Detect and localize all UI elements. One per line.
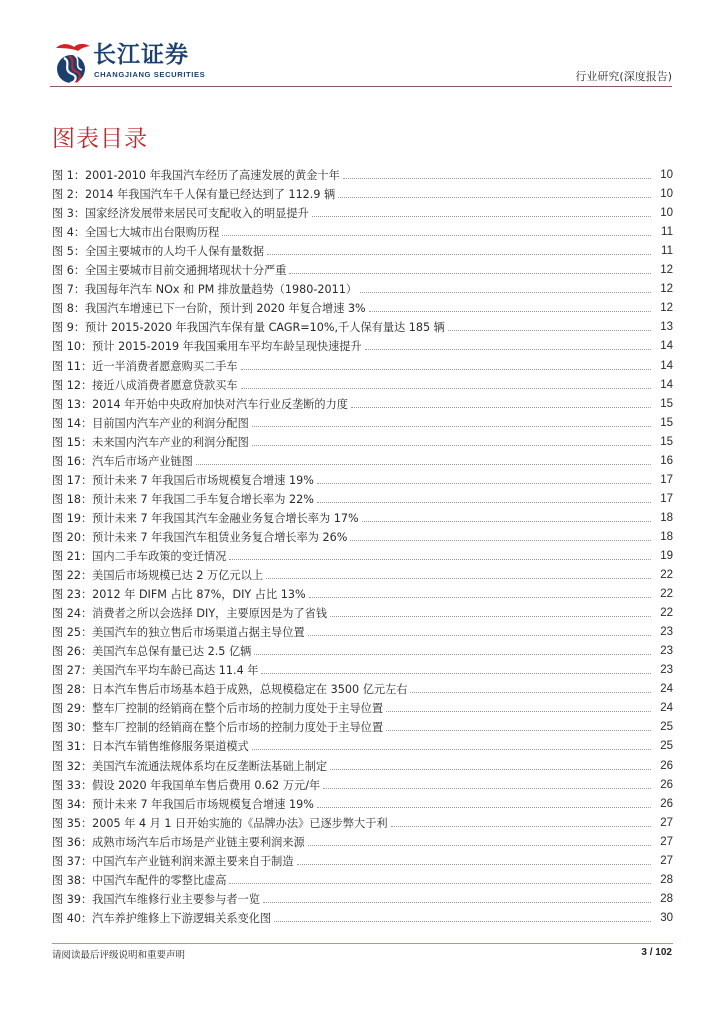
toc-entry-page-number[interactable]: 23	[660, 626, 673, 639]
dot-leader	[360, 291, 651, 293]
toc-entry[interactable]	[52, 907, 673, 926]
dot-leader	[351, 406, 651, 408]
toc-entry-label[interactable]: 图 30：整车厂控制的经销商在整个后市场的控制力度处于主导位置	[52, 721, 384, 735]
toc-entry-label[interactable]: 图 19：预计未来 7 年我国其汽车金融业务复合增长率为 17%	[52, 511, 359, 525]
toc-entry-page-number[interactable]: 24	[660, 702, 673, 715]
dot-leader	[309, 596, 651, 598]
toc-entry-label[interactable]: 图 29：整车厂控制的经销商在整个后市场的控制力度处于主导位置	[52, 702, 384, 716]
toc-entry-label[interactable]: 图 20：预计未来 7 年我国汽车租赁业务复合增长率为 26%	[52, 530, 348, 544]
toc-entry-label[interactable]: 图 26：美国汽车总保有量已达 2.5 亿辆	[52, 645, 252, 659]
toc-entry-page-number[interactable]: 26	[660, 759, 673, 772]
toc-entry-page-number[interactable]: 15	[660, 416, 673, 429]
toc-entry[interactable]	[52, 583, 673, 602]
toc-entry[interactable]	[52, 812, 673, 831]
toc-entry-label[interactable]: 图 10：预计 2015-2019 年我国乘用车平均车龄呈现快速提升	[52, 340, 362, 354]
dot-leader	[362, 520, 651, 522]
toc-entry-label[interactable]: 图 7：我国每年汽车 NOx 和 PM 排放量趋势（1980-2011）	[52, 283, 358, 297]
toc-entry-page-number[interactable]: 14	[660, 378, 673, 391]
toc-entry-label[interactable]: 图 36：成熟市场汽车后市场是产业链主要利润来源	[52, 835, 305, 849]
toc-entry-label[interactable]: 图 23：2012 年 DIFM 占比 87%，DIY 占比 13%	[52, 588, 306, 602]
page-header	[50, 38, 672, 88]
toc-entry-page-number[interactable]: 22	[660, 569, 673, 582]
dot-leader	[254, 653, 651, 655]
toc-entry-label[interactable]: 图 9：预计 2015-2020 年我国汽车保有量 CAGR=10%,千人保有量达 185 辆	[52, 321, 445, 335]
toc-entry-page-number[interactable]: 26	[660, 797, 673, 810]
dot-leader	[229, 558, 651, 560]
toc-entry-label[interactable]: 图 38：中国汽车配件的零整比虚高	[52, 873, 227, 887]
dot-leader	[350, 539, 651, 541]
toc-entry[interactable]	[52, 374, 673, 393]
toc-entry[interactable]	[52, 678, 673, 697]
logo-chinese-name: 长江证券	[93, 41, 189, 68]
toc-entry-label[interactable]: 图 35：2005 年 4 月 1 日开始实施的《品牌办法》已逐步弊大于利	[52, 816, 388, 830]
dot-leader	[330, 615, 651, 617]
dot-leader	[252, 444, 651, 446]
dot-leader	[297, 863, 651, 865]
toc-entry-page-number[interactable]: 14	[660, 359, 673, 372]
toc-entry[interactable]	[52, 240, 673, 259]
dot-leader	[289, 272, 651, 274]
toc-entry-page-number[interactable]: 22	[660, 588, 673, 601]
toc-entry[interactable]	[52, 393, 673, 412]
toc-entry[interactable]	[52, 602, 673, 621]
toc-entry-page-number[interactable]: 24	[660, 683, 673, 696]
toc-entry[interactable]	[52, 164, 673, 183]
toc-entry[interactable]	[52, 431, 673, 450]
toc-entry-page-number[interactable]: 16	[660, 454, 673, 467]
toc-entry[interactable]	[52, 488, 673, 507]
toc-entry[interactable]	[52, 221, 673, 240]
dot-leader	[196, 463, 651, 465]
toc-entry-page-number[interactable]: 14	[660, 340, 673, 353]
toc-entry-label[interactable]: 图 33：假设 2020 年我国单车售后费用 0.62 万元/年	[52, 778, 321, 792]
toc-entry-page-number[interactable]: 22	[660, 607, 673, 620]
toc-entry-page-number[interactable]: 15	[660, 435, 673, 448]
toc-entry[interactable]	[52, 545, 673, 564]
toc-entry[interactable]	[52, 564, 673, 583]
dot-leader	[241, 387, 651, 389]
dot-leader	[391, 825, 651, 827]
toc-entry[interactable]	[52, 640, 673, 659]
dot-leader	[317, 806, 651, 808]
toc-entry-page-number[interactable]: 28	[660, 873, 673, 886]
toc-entry-label[interactable]: 图 16：汽车后市场产业链图	[52, 454, 193, 468]
toc-entry-page-number[interactable]: 25	[660, 721, 673, 734]
dot-leader	[330, 768, 651, 770]
disclaimer-note: 请阅读最后评级说明和重要声明	[52, 950, 186, 961]
dot-leader	[312, 215, 651, 217]
toc-entry-page-number[interactable]: 12	[660, 264, 673, 277]
dot-leader	[369, 310, 651, 312]
toc-entry-label[interactable]: 图 22：美国后市场规模已达 2 万亿元以上	[52, 569, 264, 583]
toc-entry-label[interactable]: 图 13：2014 年开始中央政府加快对汽车行业反垄断的力度	[52, 397, 348, 411]
toc-entry-label[interactable]: 图 8：我国汽车增速已下一台阶，预计到 2020 年复合增速 3%	[52, 302, 366, 316]
toc-entry-page-number[interactable]: 28	[660, 892, 673, 905]
toc-entry[interactable]	[52, 697, 673, 716]
dot-leader	[317, 482, 651, 484]
toc-entry[interactable]	[52, 202, 673, 221]
toc-entry[interactable]	[52, 831, 673, 850]
logo-english-name: CHANGJIANG SECURITIES	[94, 70, 206, 79]
toc-entry-label[interactable]: 图 28：日本汽车售后市场基本趋于成熟，总规模稳定在 3500 亿元左右	[52, 683, 408, 697]
dot-leader	[410, 691, 651, 693]
dot-leader	[386, 729, 651, 731]
toc-entry-page-number[interactable]: 10	[660, 188, 673, 201]
dot-leader	[229, 882, 651, 884]
toc-entry-page-number[interactable]: 26	[660, 778, 673, 791]
toc-entry-label[interactable]: 图 4：全国七大城市出台限购历程	[52, 226, 220, 240]
toc-entry-label[interactable]: 图 5：全国主要城市的人均千人保有量数据	[52, 245, 265, 259]
page-title: 图表目录	[52, 126, 148, 152]
toc-entry[interactable]	[52, 316, 673, 335]
toc-entry-label[interactable]: 图 2：2014 年我国汽车千人保有量已经达到了 112.9 辆	[52, 188, 336, 202]
toc-entry-page-number[interactable]: 19	[660, 549, 673, 562]
dot-leader	[241, 368, 651, 370]
toc-entry[interactable]	[52, 507, 673, 526]
dot-leader	[448, 329, 651, 331]
toc-entry-label[interactable]: 图 12：接近八成消费者愿意贷款买车	[52, 378, 238, 392]
toc-entry-label[interactable]: 图 1：2001-2010 年我国汽车经历了高速发展的黄金十年	[52, 169, 340, 183]
dot-leader	[266, 577, 651, 579]
toc-entry-page-number[interactable]: 25	[660, 740, 673, 753]
toc-entry-page-number[interactable]: 12	[660, 283, 673, 296]
toc-entry-label[interactable]: 图 40：汽车养护维修上下游逻辑关系变化图	[52, 911, 272, 925]
dot-leader	[308, 634, 651, 636]
header-divider	[50, 86, 672, 87]
toc-entry-label[interactable]: 图 27：美国汽车平均车龄已高达 11.4 年	[52, 664, 259, 678]
toc-entry-label[interactable]: 图 14：目前国内汽车产业的利润分配图	[52, 416, 249, 430]
dot-leader	[274, 920, 651, 922]
toc-entry-label[interactable]: 图 34：预计未来 7 年我国后市场规模复合增速 19%	[52, 797, 314, 811]
toc-entry[interactable]	[52, 850, 673, 869]
toc-entry-page-number[interactable]: 27	[660, 835, 673, 848]
toc-entry[interactable]	[52, 450, 673, 469]
company-logo	[50, 38, 230, 84]
toc-entry-label[interactable]: 图 32：美国汽车流通法规体系均在反垄断法基础上制定	[52, 759, 328, 773]
dot-leader	[267, 253, 651, 255]
toc-entry[interactable]	[52, 297, 673, 316]
dot-leader	[252, 748, 651, 750]
dot-leader	[365, 348, 651, 350]
dot-leader	[343, 177, 651, 179]
toc-entry-label[interactable]: 图 6：全国主要城市目前交通拥堵现状十分严重	[52, 264, 287, 278]
dot-leader	[338, 196, 651, 198]
toc-entry[interactable]	[52, 469, 673, 488]
toc-entry-page-number[interactable]: 10	[660, 207, 673, 220]
toc-entry-page-number[interactable]: 11	[661, 226, 673, 239]
toc-entry-page-number[interactable]: 30	[660, 911, 673, 924]
toc-entry-page-number[interactable]: 27	[660, 854, 673, 867]
toc-entry-label[interactable]: 图 37：中国汽车产业链利润来源主要来自于制造	[52, 854, 294, 868]
toc-entry[interactable]	[52, 621, 673, 640]
toc-entry[interactable]	[52, 888, 673, 907]
toc-entry[interactable]	[52, 659, 673, 678]
toc-entry-label[interactable]: 图 17：预计未来 7 年我国后市场规模复合增速 19%	[52, 473, 314, 487]
dot-leader	[386, 710, 651, 712]
toc-entry[interactable]	[52, 278, 673, 297]
toc-entry-label[interactable]: 图 21：国内二手车政策的变迁情况	[52, 549, 227, 563]
toc-entry-page-number[interactable]: 12	[660, 302, 673, 315]
toc-entry[interactable]	[52, 259, 673, 278]
toc-entry-page-number[interactable]: 27	[660, 816, 673, 829]
dot-leader	[261, 672, 651, 674]
footer-divider	[52, 943, 673, 944]
dot-leader	[222, 234, 651, 236]
dot-leader	[308, 844, 651, 846]
toc-entry-page-number[interactable]: 17	[660, 492, 673, 505]
toc-entry-label[interactable]: 图 15：未来国内汽车产业的利润分配图	[52, 435, 249, 449]
toc-entry-label[interactable]: 图 3：国家经济发展带来居民可支配收入的明显提升	[52, 207, 309, 221]
dragon-logo-icon	[52, 40, 92, 84]
toc-entry[interactable]	[52, 774, 673, 793]
toc-entry[interactable]	[52, 735, 673, 754]
figure-list	[52, 164, 673, 926]
dot-leader	[263, 901, 651, 903]
page-indicator: 3 / 102	[641, 947, 672, 958]
toc-entry[interactable]	[52, 793, 673, 812]
toc-entry-page-number[interactable]: 23	[660, 645, 673, 658]
toc-entry[interactable]	[52, 526, 673, 545]
toc-entry[interactable]	[52, 354, 673, 373]
toc-entry[interactable]	[52, 754, 673, 773]
toc-entry-page-number[interactable]: 17	[660, 473, 673, 486]
toc-entry-label[interactable]: 图 18：预计未来 7 年我国二手车复合增长率为 22%	[52, 492, 314, 506]
toc-entry-page-number[interactable]: 18	[660, 530, 673, 543]
dot-leader	[252, 425, 651, 427]
toc-entry-label[interactable]: 图 24：消费者之所以会选择 DIY，主要原因是为了省钱	[52, 607, 328, 621]
toc-entry[interactable]	[52, 183, 673, 202]
toc-entry-page-number[interactable]: 18	[660, 511, 673, 524]
toc-entry-label[interactable]: 图 11：近一半消费者愿意购买二手车	[52, 359, 238, 373]
toc-entry-page-number[interactable]: 23	[660, 664, 673, 677]
toc-entry[interactable]	[52, 869, 673, 888]
toc-entry[interactable]	[52, 412, 673, 431]
toc-entry-page-number[interactable]: 15	[660, 397, 673, 410]
toc-entry-page-number[interactable]: 11	[661, 245, 673, 258]
report-type-label: 行业研究(深度报告)	[575, 70, 672, 83]
toc-entry-label[interactable]: 图 31：日本汽车销售维修服务渠道模式	[52, 740, 249, 754]
toc-entry[interactable]	[52, 716, 673, 735]
dot-leader	[323, 787, 651, 789]
toc-entry[interactable]	[52, 335, 673, 354]
toc-entry-label[interactable]: 图 39：我国汽车维修行业主要参与者一览	[52, 892, 260, 906]
toc-entry-page-number[interactable]: 13	[660, 321, 673, 334]
toc-entry-label[interactable]: 图 25：美国汽车的独立售后市场渠道占据主导位置	[52, 626, 305, 640]
dot-leader	[317, 501, 651, 503]
toc-entry-page-number[interactable]: 10	[660, 169, 673, 182]
